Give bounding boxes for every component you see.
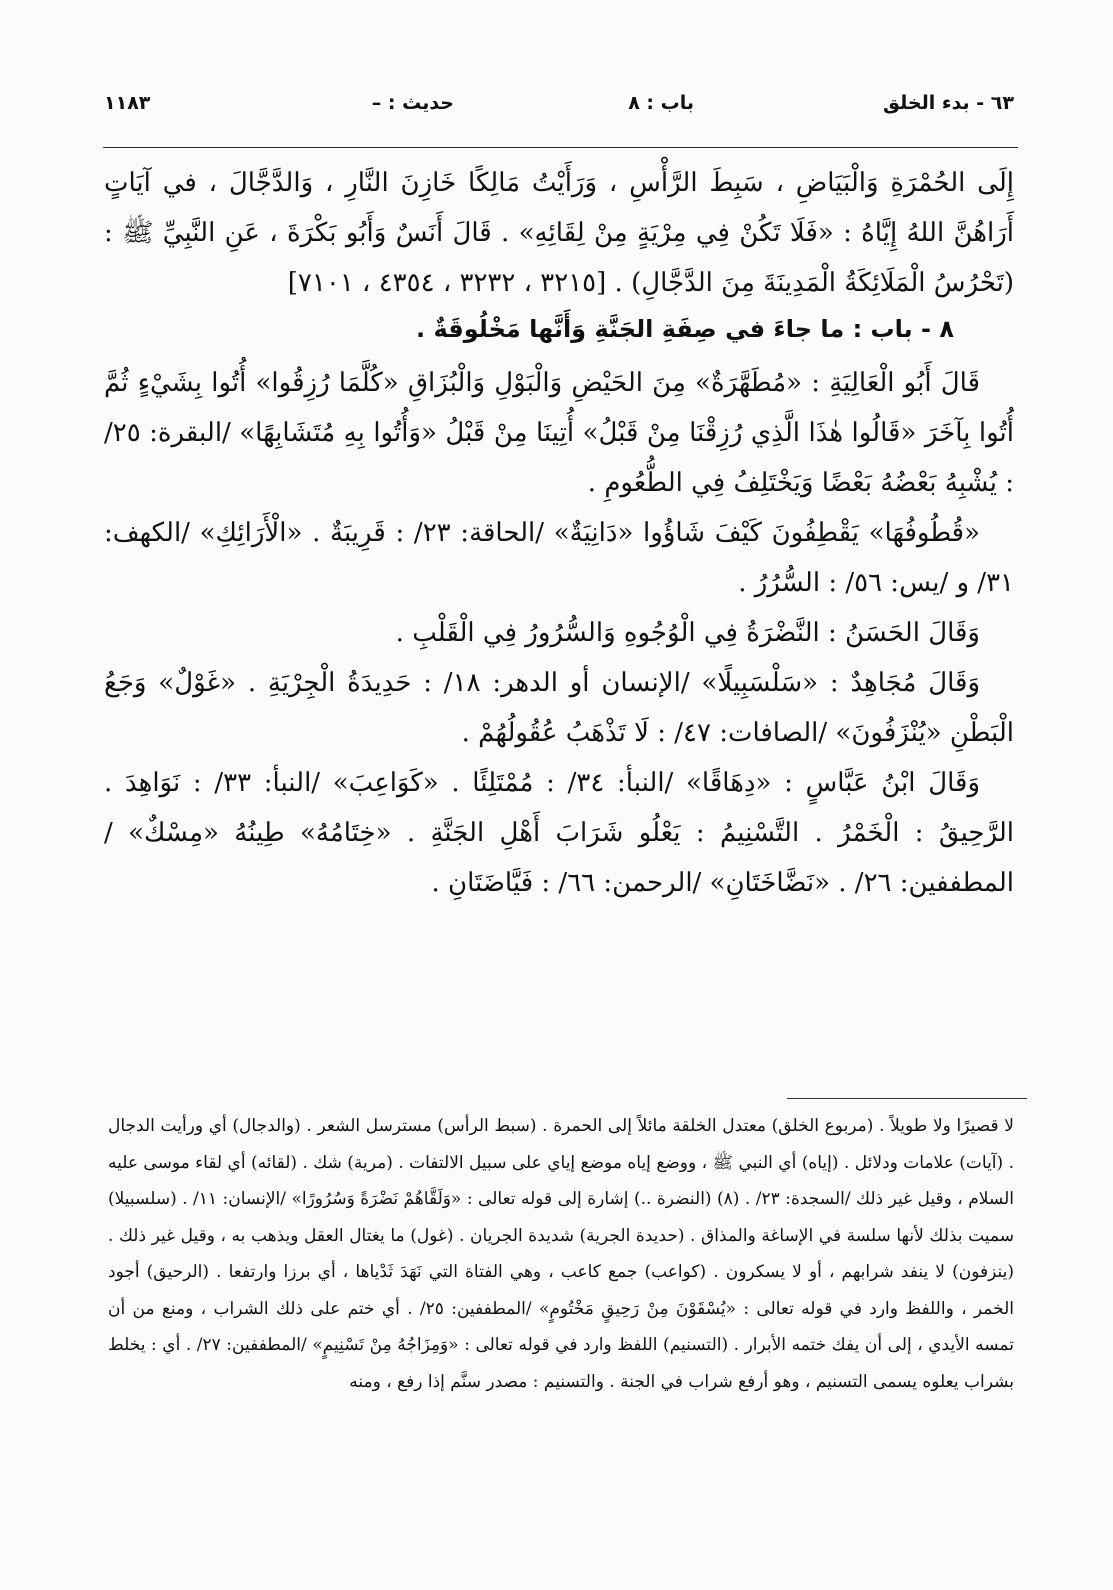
paragraph: وَقَالَ مُجَاهِدٌ : «سَلْسَبِيلًا» /الإنسان أو الدهر: ١٨/ : حَدِيدَةُ الْجِرْيَةِ . «غَوْلٌ» وَجَعُ الْبَطْنِ «يُنْزَفُونَ» /الصافات: ٤٧/ : لَا تَذْهَبُ عُقُولُهُمْ .	[104, 668, 1014, 748]
page-number: ١١٨٣	[104, 92, 151, 114]
paragraph-text: إِلَى الحُمْرَةِ وَالْبَيَاضِ ، سَبِطَ الرَّأْسِ ، وَرَأَيْتُ مَالِكًا خَازِنَ النَّارِ ، وَالدَّجَّالَ ، في آيَاتٍ أَرَاهُنَّ اللهُ إِيَّاهُ : «فَلَا تَكُنْ فِي مِرْيَةٍ مِنْ لِقَائِهِ» . قَالَ أَنَسٌ وَأَبُو بَكْرَةَ ، عَنِ النَّبِيِّ ﷺ : (تَحْرُسُ الْمَلَائِكَةُ الْمَدِينَةَ مِنَ الدَّجَّالِ) .	[104, 168, 1014, 298]
cross-references: [٣٢١٥ ، ٣٢٣٢ ، ٤٣٥٤ ، ٧١٠١]	[287, 268, 607, 298]
hadith-label: حديث : –	[371, 92, 454, 114]
paragraph: قَالَ أَبُو الْعَالِيَةِ : «مُطَهَّرَةٌ» مِنَ الحَيْضِ وَالْبَوْلِ وَالْبُزَاقِ «كُلَّمَا رُزِقُوا» أُتُوا بِشَيْءٍ ثُمَّ أُتُوا بِآخَرَ «قَالُوا هٰذَا الَّذِي رُزِقْنَا مِنْ قَبْلُ» أُتِينَا مِنْ قَبْلُ «وَأُتُوا بِهِ مُتَشَابِهًا» /البقرة: ٢٥/ : يُشْبِهُ بَعْضُهُ بَعْضًا وَيَخْتَلِفُ فِي الطُّعُومِ .	[104, 368, 1014, 498]
footnote-text: لا قصيرًا ولا طويلاً . (مربوع الخلق) معتدل الخلقة مائلاً إلى الحمرة . (سبط الرأس) مسترسل الشعر . (والدجال) أي ورأيت الدجال . (آيات) علامات ودلائل . (إياه) أي النبي ﷺ ، ووضع إياه موضع إياي على سبيل الالتفات . (مرية) شك . (لقائه) أي لقاء موسى عليه السلام ، وقيل غير ذلك /السجدة: ٢٣/ . (٨) (النضرة ..) إشارة إلى قوله تعالى : «وَلَقَّاهُمْ نَضْرَةً وَسُرُورًا» /الإنسان: ١١/ . (سلسبيلا) سميت بذلك لأنها سلسة في الإساغة والمذاق . (حديدة الجرية) شديدة الجريان . (غول) ما يغتال العقل ويذهب به ، وقيل غير ذلك . (ينزفون) لا ينفد شرابهم ، أو لا يسكرون . (كواعب) جمع كاعب ، وهي الفتاة التي نَهَدَ ثَدْياها ، أي برزا وارتفعا . (الرحيق) أجود الخمر ، واللفظ وارد في قوله تعالى : «يُسْقَوْنَ مِنْ رَحِيقٍ مَخْتُومٍ» /المطففين: ٢٥/ . أي ختم على ذلك الشراب ، ومنع من أن تمسه الأيدي ، إلى أن يفك ختمه الأبرار . (التسنيم) اللفظ وارد في قوله تعالى : «وَمِزَاجُهُ مِنْ تَسْنِيمٍ» /المطففين: ٢٧/ . أي : يخلط بشراب يعلوه يسمى التسنيم ، وهو أرفع شراب في الجنة . والتسنيم : مصدر سنَّم إذا رفع ، ومنه	[108, 1116, 1014, 1392]
header-divider	[103, 147, 1018, 148]
running-header	[104, 92, 1014, 132]
paragraph: وَقَالَ الحَسَنُ : النَّضْرَةُ فِي الْوُجُوهِ وَالسُّرُورُ فِي الْقَلْبِ .	[395, 618, 980, 648]
chapter-label: باب : ٨	[628, 92, 694, 114]
footnote-divider	[787, 1098, 1027, 1099]
paragraph: وَقَالَ ابْنُ عَبَّاسٍ : «دِهَاقًا» /النبأ: ٣٤/ : مُمْتَلِئًا . «كَوَاعِبَ» /النبأ: ٣٣/ : نَوَاهِدَ . الرَّحِيقُ : الْخَمْرُ . التَّسْنِيمُ : يَعْلُو شَرَابَ أَهْلِ الجَنَّةِ . «خِتَامُهُ» طِينُهُ «مِسْكٌ» /المطففين: ٢٦/ . «نَضَّاخَتَانِ» /الرحمن: ٦٦/ : فَيَّاضَتَانِ .	[104, 768, 1014, 898]
paragraph	[104, 158, 1014, 308]
main-text	[104, 158, 1014, 908]
chapter-heading: ٨ - باب : ما جاءَ في صِفَةِ الجَنَّةِ وَأَنَّها مَخْلُوقَةٌ .	[415, 315, 954, 343]
book-title: ٦٣ - بدء الخلق	[883, 92, 1014, 114]
paragraph: «قُطُوفُهَا» يَقْطِفُونَ كَيْفَ شَاؤُوا «دَانِيَةٌ» /الحاقة: ٢٣/ : قَرِيبَةٌ . «الْأَرَائِكِ» /الكهف: ٣١/ و /يس: ٥٦/ : السُّرُرُ .	[104, 518, 1014, 598]
footnotes	[108, 1108, 1014, 1400]
